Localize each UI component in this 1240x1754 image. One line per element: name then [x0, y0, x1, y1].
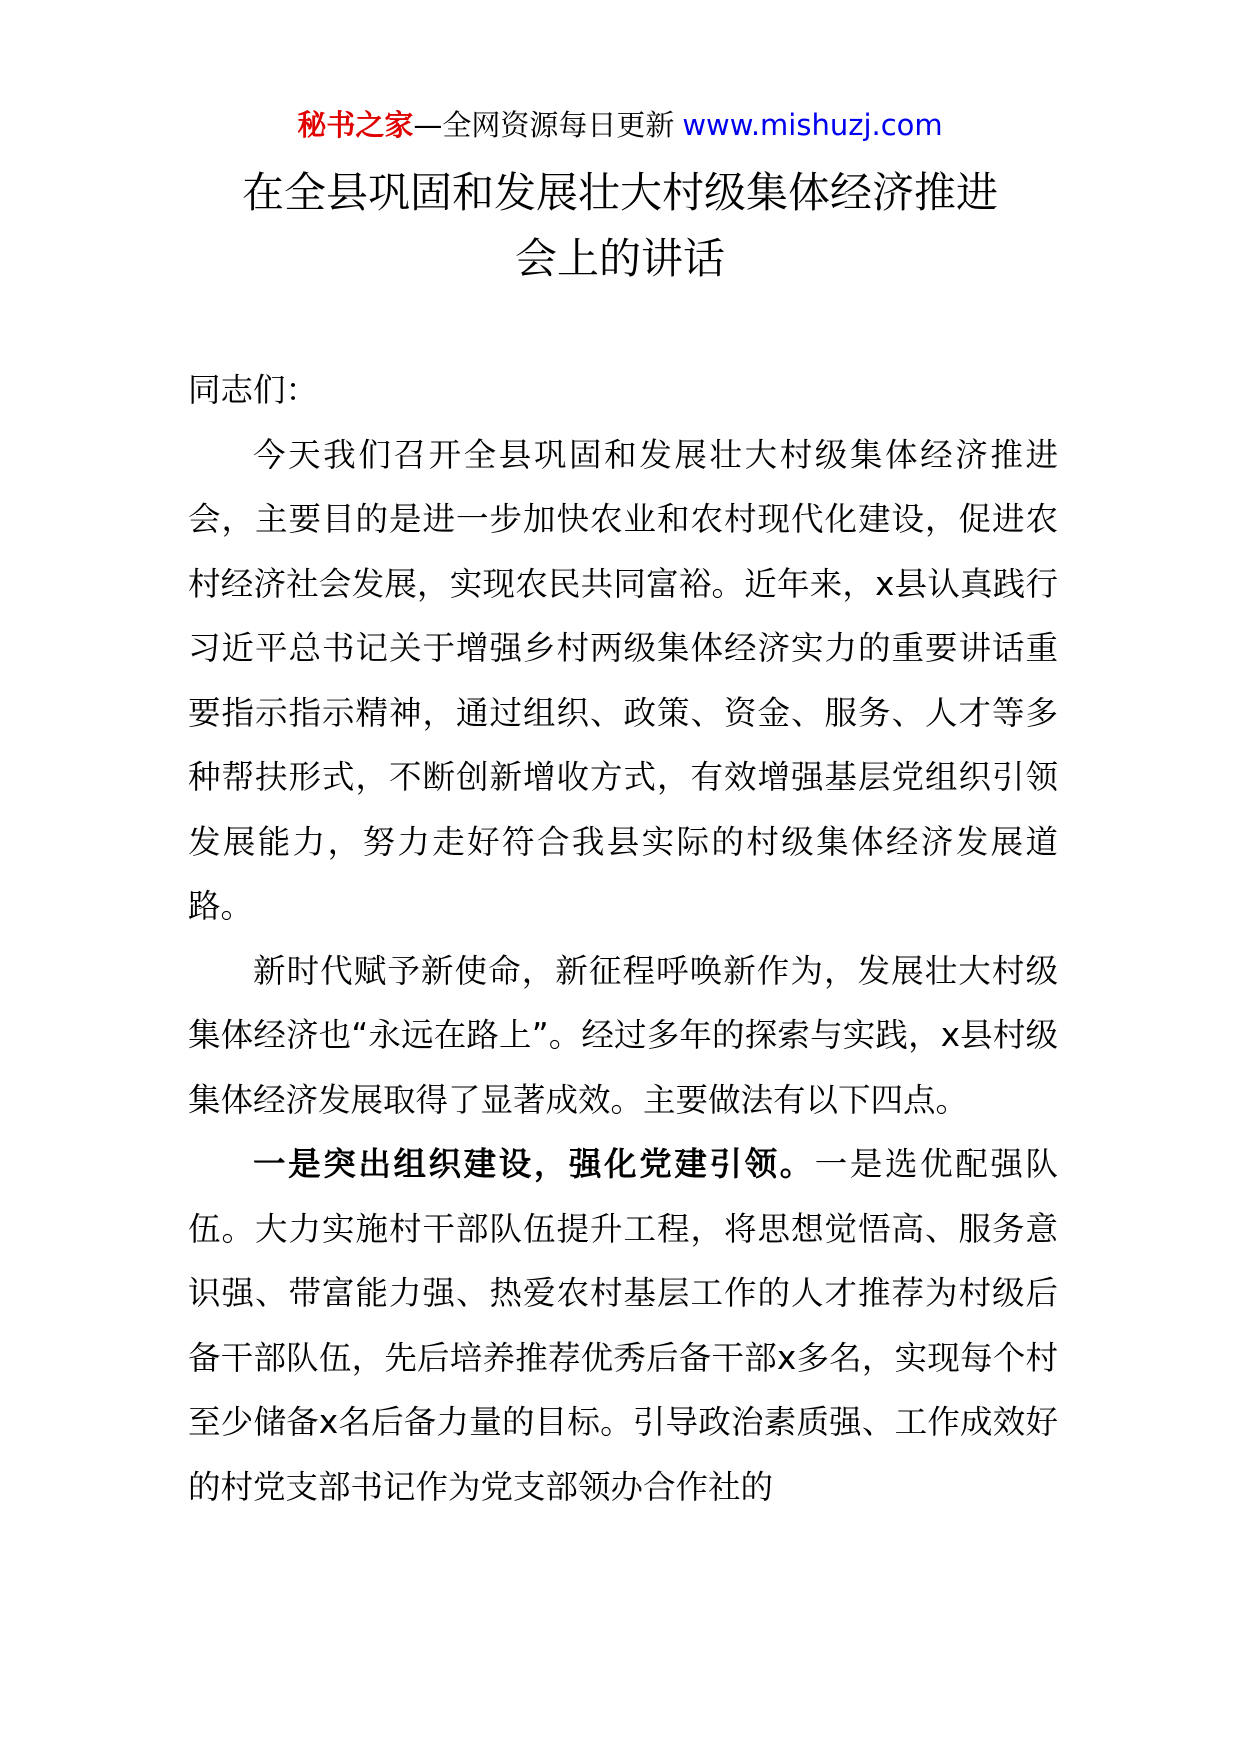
site-url-link[interactable]: www.mishuzj.com [682, 108, 943, 142]
salutation: 同志们： [188, 371, 319, 409]
title-line-2: 会上的讲话 [514, 234, 725, 283]
paragraph-3-heading: 一是突出组织建设，强化党建引领。 [253, 1145, 815, 1183]
paragraph-3 [188, 1132, 1058, 1519]
document-body [188, 358, 1058, 1519]
brand-name: 秘书之家 [297, 108, 414, 142]
paragraph-3-text: 一是选优配强队伍。大力实施村干部队伍提升工程，将思想觉悟高、服务意识强、带富能力强、热爱农村基层工作的人才推荐为村级后备干部队伍，先后培养推荐优秀后备干部x多名，实现每个村至少储备x名后备力量的目标。引导政治素质强、工作成效好的村党支部书记作为党支部领办合作社的 [188, 1145, 1058, 1506]
banner-tagline: —全网资源每日更新 [413, 108, 675, 142]
title-line-1: 在全县巩固和发展壮大村级集体经济推进 [241, 168, 998, 217]
document-title [150, 160, 1090, 292]
paragraph-2: 新时代赋予新使命，新征程呼唤新作为，发展壮大村级集体经济也“永远在路上”。经过多年的探索与实践，x县村级集体经济发展取得了显著成效。主要做法有以下四点。 [188, 951, 1058, 1119]
site-banner [0, 100, 1240, 150]
paragraph-1: 今天我们召开全县巩固和发展壮大村级集体经济推进会，主要目的是进一步加快农业和农村现代化建设，促进农村经济社会发展，实现农民共同富裕。近年来，x县认真践行习近平总书记关于增强乡村两级集体经济实力的重要讲话重要指示指示精神，通过组织、政策、资金、服务、人才等多种帮扶形式，不断创新增收方式，有效增强基层党组织引领发展能力，努力走好符合我县实际的村级集体经济发展道路。 [188, 435, 1058, 925]
